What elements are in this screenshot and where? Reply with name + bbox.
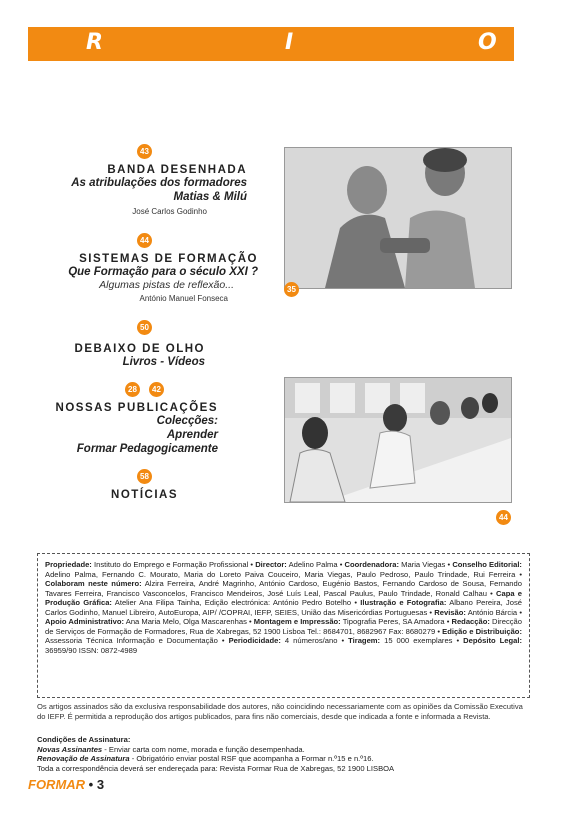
credit-label: Director:	[255, 560, 287, 569]
credit-value: Albano Pereira, José Carlos Godinho, Manuel Libreiro, AutoEuropa, AIP/ /COPRAI, IEFP, SEIES, União das Misericórdias Portuguesas	[45, 598, 522, 617]
photo-classroom	[284, 377, 512, 503]
credit-label: Montagem e Impressão:	[253, 617, 341, 626]
credit-label: Edição e Distribuição:	[442, 626, 522, 636]
page-badge: 28	[125, 382, 140, 397]
photo-workers	[284, 147, 512, 289]
page-badge: 35	[284, 282, 299, 297]
subscription-conditions	[37, 735, 530, 773]
credit-label: Apoio Administrativo:	[45, 617, 125, 626]
credit-label: Ilustração e Fotografia:	[360, 598, 447, 607]
condition-label: Novas Assinantes	[37, 744, 103, 754]
page-badge: 44	[137, 233, 152, 248]
credit-value: Direcção de Serviços de Formação de Formadores, Rua de Xabregas, 52 1900 Lisboa Tel.: 8684701, 8682967 Fax: 8680279	[45, 617, 522, 636]
header-letter: I	[285, 30, 294, 55]
section-title: NOSSAS PUBLICAÇÕES	[55, 402, 218, 414]
page-badge: 44	[496, 510, 511, 525]
credit-value: Assessoria Técnica Informação e Documentação	[45, 636, 218, 645]
credit-value: 36959/90 ISSN: 0872-4989	[45, 645, 138, 655]
header-band	[28, 27, 514, 61]
header-letter: R	[86, 30, 103, 55]
credit-value: Maria Viegas	[401, 560, 446, 569]
credit-label: Conselho Editorial:	[452, 560, 522, 569]
section-subtitle: Aprender	[166, 429, 218, 441]
photo-illustration	[285, 148, 511, 288]
section-subtitle: Que Formação para o século XXI ?	[68, 266, 258, 278]
credit-value: Atelier Ana Filipa Tainha, Edição electrónica: António Pedro Botelho	[114, 598, 352, 607]
toc-section-banda-desenhada[interactable]	[71, 164, 247, 216]
credit-label: Propriedade:	[45, 560, 92, 569]
condition-text: Toda a correspondência deverá ser endereçada para: Revista Formar Rua de Xabregas, 52 1900 LISBOA	[37, 763, 395, 773]
section-title: DEBAIXO DE OLHO	[74, 343, 205, 355]
page-footer: FORMAR • 3	[28, 777, 105, 792]
credit-label: Colaboram neste número:	[45, 579, 142, 588]
section-subtitle: Livros - Vídeos	[122, 356, 205, 368]
credits-box: Propriedade: Instituto do Emprego e Formação Profissional • Director: Adelino Palma • Coordenadora: Maria Viegas • Conselho Editorial: Adelino Palma, Fernando C. Mourato, Maria do Loreto Paiva Couceiro, Maria Viegas, Paulo Pedroso, Paulo Trindade, Rui Ferreira • Colaboram neste número: Alzira Ferreira, André Magrinho, António Cardoso, Eugénio Bastos, Fernando Cardoso de Sousa, Fernando Tavares Ferreira, Francisco Vasconcelos, Francisco Mendeiros, José Luís Leal, Pascal Paulus, Paulo Trindade, Ronald Calhau • Capa e Produção Gráfica: Atelier Ana Filipa Tainha, Edição electrónica: António Pedro Botelho • Ilustração e Fotografia: Albano Pereira, José Carlos Godinho, Manuel Libreiro, AutoEuropa, AIP/ /COPRAI, IEFP, SEIES, União das Misericórdias Portuguesas • Revisão: António Bárcia • Apoio Administrativo: Ana Maria Melo, Olga Mascarenhas • Montagem e Impressão: Tipografia Peres, SA Amadora • Redacção: Direcção de Serviços de Formação de Formadores, Rua de Xabregas, 52 1900 Lisboa Tel.: 8684701, 8682967 Fax: 8680279 • Edição e Distribuição: Assessoria Técnica Informação e Documentação • Periodicidade: 4 números/ano • Tiragem: 15 000 exemplares • Depósito Legal: 36959/90 ISSN: 0872-4989	[37, 553, 530, 698]
credit-value: Ana Maria Melo, Olga Mascarenhas	[125, 617, 247, 626]
section-author: António Manuel Fonseca	[139, 294, 228, 303]
credit-label: Capa e Produção Gráfica:	[45, 588, 522, 607]
condition-text: - Obrigatório enviar postal RSF que acompanha a Formar n.º15 e n.º16.	[129, 754, 374, 763]
credit-value: Alzira Ferreira, André Magrinho, António Cardoso, Eugénio Bastos, Fernando Cardoso de Sousa, Fernando Tavares Ferreira, Francisco Vasconcelos, Francisco Mendeiros, José Luís Leal, Pascal Paulus, Paulo Trindade, Ronald Calhau	[45, 579, 522, 598]
credit-label: Revisão:	[434, 607, 466, 617]
page-badge: 43	[137, 144, 152, 159]
disclaimer-note: Os artigos assinados são da exclusiva responsabilidade dos autores, não coincidindo necessariamente com as opiniões da Comissão Executiva do IEFP. É permitida a reprodução dos artigos publicados, para fins não comerciais, desde que indicada a fonte e informada a Revista.	[37, 702, 523, 721]
section-subtitle: Colecções:	[156, 415, 218, 427]
credit-label: Tiragem:	[348, 636, 381, 645]
credit-label: Redacção:	[451, 617, 490, 626]
section-title: SISTEMAS DE FORMAÇÃO	[79, 253, 258, 265]
toc-section-nossas-publicacoes[interactable]	[56, 402, 218, 456]
header-letter: O	[478, 30, 497, 55]
credit-value: Instituto do Emprego e Formação Profissional	[94, 560, 249, 569]
credit-label: Coordenadora:	[344, 560, 399, 569]
credit-value: Adelino Palma	[288, 560, 338, 569]
credit-label: Depósito Legal:	[463, 636, 522, 645]
condition-text: - Enviar carta com nome, morada e função desempenhada.	[102, 744, 305, 754]
credit-value: 4 números/ano	[284, 636, 338, 645]
section-author: José Carlos Godinho	[132, 207, 207, 216]
page-badge: 42	[149, 382, 164, 397]
toc-section-debaixo-de-olho[interactable]	[75, 343, 205, 369]
section-subtitle: Formar Pedagogicamente	[76, 443, 218, 455]
toc-section-sistemas-formacao[interactable]	[68, 253, 258, 303]
credit-label: Periodicidade:	[228, 636, 281, 645]
section-title: NOTÍCIAS	[111, 489, 178, 501]
section-title: BANDA DESENHADA	[107, 164, 247, 176]
section-subtitle: Matias & Milú	[173, 191, 247, 203]
page-badge: 58	[137, 469, 152, 484]
photo-illustration	[285, 378, 511, 502]
credit-value: Adelino Palma, Fernando C. Mourato, Maria do Loreto Paiva Couceiro, Maria Viegas, Paulo Pedroso, Paulo Trindade, Rui Ferreira	[45, 569, 516, 579]
section-subtitle-secondary: Algumas pistas de reflexão...	[99, 279, 234, 291]
credit-value: Tipografia Peres, SA Amadora	[342, 617, 445, 626]
credit-value: 15 000 exemplares	[384, 636, 453, 645]
conditions-title: Condições de Assinatura:	[37, 735, 131, 744]
page-badge: 50	[137, 320, 152, 335]
footer-brand: FORMAR	[28, 777, 86, 792]
toc-section-noticias[interactable]	[111, 489, 178, 501]
condition-label: Renovação de Assinatura	[37, 754, 130, 763]
page-number: 3	[96, 777, 105, 792]
credit-value: António Bárcia	[467, 607, 518, 617]
section-subtitle: As atribulações dos formadores	[71, 177, 247, 189]
